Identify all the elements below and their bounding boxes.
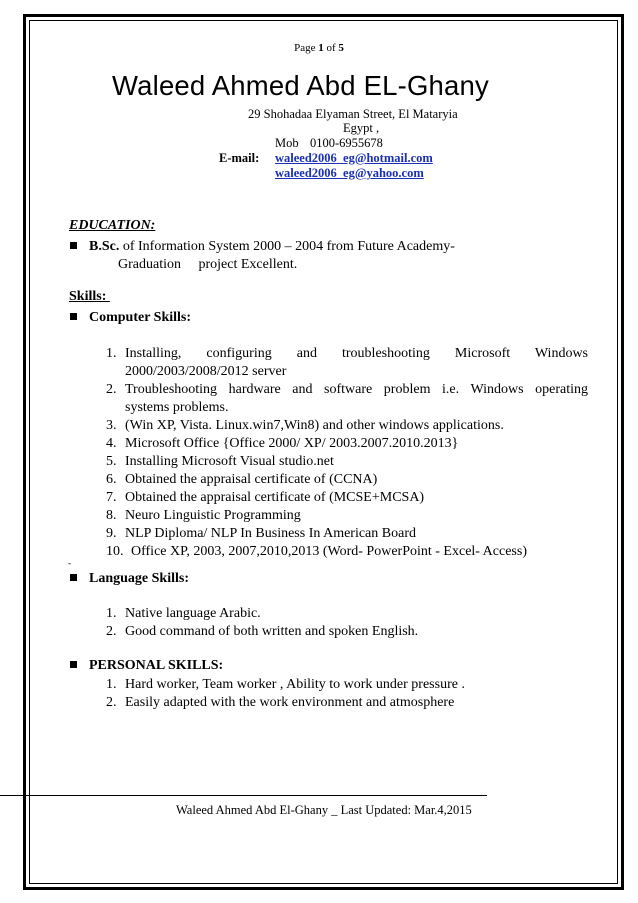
address-line-1: 29 Shohadaa Elyaman Street, El Mataryia [248, 107, 458, 121]
bullet-square-icon [70, 313, 77, 320]
stray-mark: - [68, 558, 71, 568]
address-line-2: Egypt , [343, 121, 380, 135]
mobile-label: Mob [275, 136, 299, 150]
education-heading: EDUCATION: [69, 218, 156, 233]
email-link-hotmail[interactable]: waleed2006_eg@hotmail.com [275, 151, 433, 165]
bullet-square-icon [70, 242, 77, 249]
email-label: E-mail: [219, 151, 260, 165]
footer-divider [0, 795, 487, 796]
language-skills-heading: Language Skills: [70, 571, 189, 587]
education-item: B.Sc. of Information System 2000 – 2004 from Future Academy- [70, 239, 455, 255]
bullet-square-icon [70, 661, 77, 668]
mobile-number: 0100-6955678 [310, 136, 383, 150]
education-item-line2: Graduation project Excellent. [118, 257, 298, 272]
personal-skills-heading: PERSONAL SKILLS: [70, 658, 223, 674]
email-link-yahoo[interactable]: waleed2006_eg@yahoo.com [275, 166, 424, 180]
skills-heading: Skills: [69, 289, 110, 304]
footer-text: Waleed Ahmed Abd El-Ghany _ Last Updated: Mar.4,2015 [176, 803, 472, 817]
bullet-square-icon [70, 574, 77, 581]
candidate-name: Waleed Ahmed Abd EL-Ghany [112, 70, 489, 101]
computer-skills-heading: Computer Skills: [70, 310, 191, 326]
page-number: Page 1 of 5 [294, 42, 344, 54]
